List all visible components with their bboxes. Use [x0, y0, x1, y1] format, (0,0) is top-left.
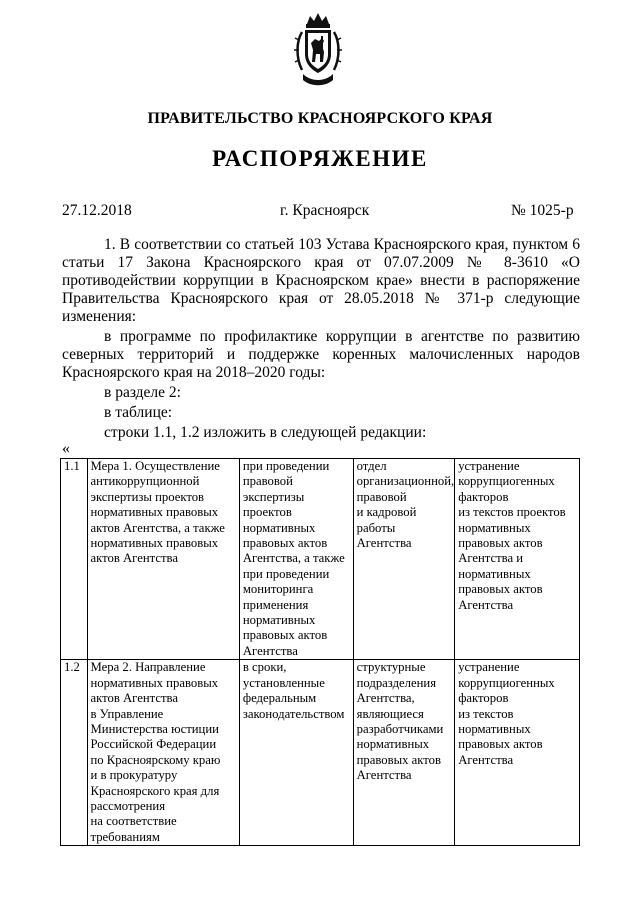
- responsible-cell: структурные подразделения Агентства, являющиеся разработчиками нормативных правовых актов Агентства: [353, 660, 455, 846]
- row-number-cell: 1.2: [61, 660, 88, 846]
- opening-quote: «: [62, 440, 70, 457]
- result-cell: устранение коррупциогенных факторов из текстов проектов нормативных правовых актов Агентства и нормативных правовых актов Агентства: [455, 459, 580, 660]
- document-number: № 1025-р: [511, 202, 574, 219]
- body-paragraph-1: 1. В соответствии со статьей 103 Устава Красноярского края, пунктом 6 статьи 17 Закона Красноярского края от 07.07.2009 № 8-3610 «О противодействии коррупции в Красноярском крае» внести в распоряжение Правительства Красноярского края от 28.05.2018 № 371-р следующие изменения:: [62, 236, 580, 325]
- amendment-table: [60, 458, 580, 846]
- document-date: 27.12.2018: [62, 202, 132, 219]
- document-body: [62, 236, 580, 444]
- body-line-table: в таблице:: [104, 404, 173, 421]
- organization-title: ПРАВИТЕЛЬСТВО КРАСНОЯРСКОГО КРАЯ: [147, 110, 493, 127]
- table-row: [61, 660, 580, 846]
- body-paragraph-2: в программе по профилактике коррупции в агентстве по развитию северных территорий и поддержке коренных малочисленных народов Красноярского края на 2018–2020 годы:: [62, 328, 580, 381]
- row-number-cell: 1.1: [61, 459, 88, 660]
- measure-cell: Мера 1. Осуществление антикоррупционной экспертизы проектов нормативных правовых актов Агентства, а также нормативных правовых актов Агентства: [87, 459, 239, 660]
- measure-cell: Мера 2. Направление нормативных правовых актов Агентства в Управление Министерства юстиции Российской Федерации по Красноярскому краю и в прокуратуру Красноярского края для рассмотрения на соответствие требованиям: [87, 660, 239, 846]
- document-type-title: РАСПОРЯЖЕНИЕ: [212, 146, 428, 171]
- body-line-section: в разделе 2:: [104, 384, 181, 401]
- responsible-cell: отдел организационной, правовой и кадровой работы Агентства: [353, 459, 455, 660]
- result-cell: устранение коррупциогенных факторов из текстов нормативных правовых актов Агентства: [455, 660, 580, 846]
- body-line-rows: строки 1.1, 1.2 изложить в следующей редакции:: [104, 424, 427, 441]
- timing-cell: при проведении правовой экспертизы проектов нормативных правовых актов Агентства, а также при проведении мониторинга применения нормативных правовых актов Агентства: [239, 459, 353, 660]
- timing-cell: в сроки, установленные федеральным законодательством: [239, 660, 353, 846]
- table-row: [61, 459, 580, 660]
- krasnoyarsk-coat-of-arms-icon: [293, 10, 343, 88]
- document-city: г. Красноярск: [280, 202, 370, 219]
